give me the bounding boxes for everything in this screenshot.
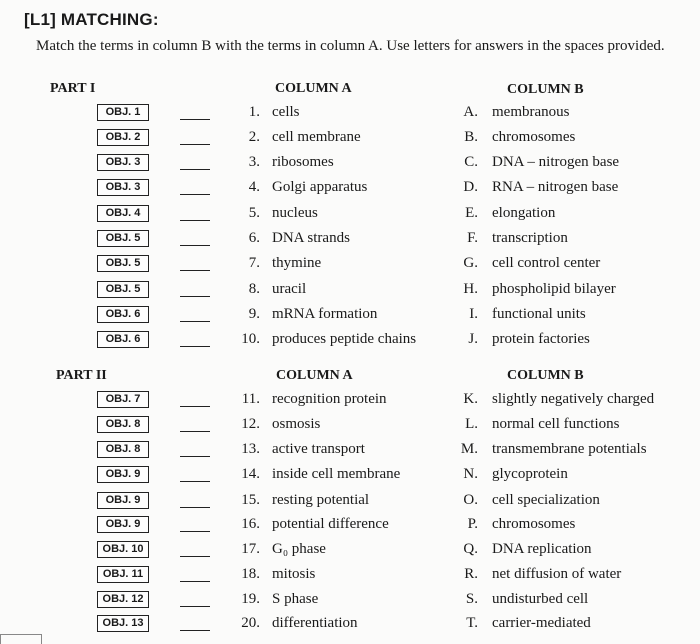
column-a-term: osmosis <box>272 416 321 432</box>
answer-letter: T. <box>466 615 478 631</box>
question-number: 10. <box>241 331 260 347</box>
column-a-term: recognition protein <box>272 391 387 407</box>
column-a-term: mitosis <box>272 566 316 582</box>
answer-blank-3[interactable] <box>180 169 210 170</box>
matching-row-4 <box>0 179 700 201</box>
matching-row-10 <box>0 331 700 353</box>
column-b-term: slightly negatively charged <box>492 391 655 407</box>
answer-blank-11[interactable] <box>180 406 210 407</box>
column-b-term: undisturbed cell <box>492 591 589 607</box>
question-number: 12. <box>241 416 260 432</box>
question-number: 20. <box>241 615 260 631</box>
question-number: 18. <box>241 566 260 582</box>
answer-blank-16[interactable] <box>180 531 210 532</box>
column-b-term: carrier-mediated <box>492 615 591 631</box>
answer-letter: H. <box>463 281 478 297</box>
objective-box: OBJ. 8 <box>97 441 149 458</box>
question-number: 5. <box>248 205 260 221</box>
column-b-term: DNA replication <box>492 541 592 557</box>
answer-blank-13[interactable] <box>180 456 210 457</box>
objective-box: OBJ. 10 <box>97 541 149 558</box>
column-b-term: phospholipid bilayer <box>492 281 616 297</box>
question-number: 8. <box>248 281 260 297</box>
column-b-term: elongation <box>492 205 556 221</box>
column-a-term: resting potential <box>272 492 370 508</box>
answer-blank-4[interactable] <box>180 194 210 195</box>
column-b-term: protein factories <box>492 331 590 347</box>
part-1-label: PART I <box>50 81 96 96</box>
question-number: 17. <box>241 541 260 557</box>
column-b-term: DNA – nitrogen base <box>492 154 620 170</box>
objective-box: OBJ. 13 <box>97 615 149 632</box>
matching-row-8 <box>0 281 700 303</box>
answer-letter: I. <box>469 306 478 322</box>
part-2-column-b-heading: COLUMN B <box>507 368 584 383</box>
objective-box: OBJ. 3 <box>97 179 149 196</box>
matching-row-7 <box>0 255 700 277</box>
answer-letter: S. <box>465 591 478 607</box>
answer-blank-2[interactable] <box>180 144 210 145</box>
answer-blank-5[interactable] <box>180 220 210 221</box>
matching-row-6 <box>0 230 700 252</box>
objective-box: OBJ. 3 <box>97 154 149 171</box>
answer-blank-12[interactable] <box>180 431 210 432</box>
answer-letter: D. <box>463 179 478 195</box>
objective-box: OBJ. 9 <box>97 492 149 509</box>
objective-box: OBJ. 5 <box>97 255 149 272</box>
column-b-term: transcription <box>492 230 568 246</box>
objective-box: OBJ. 11 <box>97 566 149 583</box>
column-a-term: S phase <box>272 591 319 607</box>
objective-box: OBJ. 5 <box>97 230 149 247</box>
answer-letter: L. <box>465 416 478 432</box>
answer-letter: F. <box>467 230 478 246</box>
answer-blank-20[interactable] <box>180 630 210 631</box>
matching-row-3 <box>0 154 700 176</box>
column-b-term: chromosomes <box>492 516 576 532</box>
column-b-term: cell control center <box>492 255 601 271</box>
answer-letter: A. <box>463 104 478 120</box>
part-1-column-b-heading: COLUMN B <box>507 82 584 97</box>
column-a-term: differentiation <box>272 615 358 631</box>
answer-letter: C. <box>464 154 478 170</box>
objective-box: OBJ. 6 <box>97 306 149 323</box>
question-number: 9. <box>248 306 260 322</box>
objective-box: OBJ. 12 <box>97 591 149 608</box>
objective-box: OBJ. 4 <box>97 205 149 222</box>
objective-box: OBJ. 1 <box>97 104 149 121</box>
column-a-term: active transport <box>272 441 365 457</box>
column-b-term: membranous <box>492 104 570 120</box>
column-a-term: thymine <box>272 255 322 271</box>
matching-row-13 <box>0 441 700 463</box>
answer-letter: E. <box>465 205 478 221</box>
answer-letter: P. <box>467 516 478 532</box>
objective-box: OBJ. 9 <box>97 466 149 483</box>
objective-box: OBJ. 7 <box>97 391 149 408</box>
question-number: 4. <box>248 179 260 195</box>
answer-blank-1[interactable] <box>180 119 210 120</box>
column-b-term: chromosomes <box>492 129 576 145</box>
answer-letter: R. <box>464 566 478 582</box>
matching-row-9 <box>0 306 700 328</box>
objective-box: OBJ. 9 <box>97 516 149 533</box>
question-number: 15. <box>241 492 260 508</box>
objective-box: OBJ. 5 <box>97 281 149 298</box>
corner-stamp-mark <box>0 634 42 644</box>
matching-row-19 <box>0 591 700 613</box>
question-number: 7. <box>248 255 260 271</box>
matching-row-15 <box>0 492 700 514</box>
column-a-term: inside cell membrane <box>272 466 401 482</box>
objective-box: OBJ. 8 <box>97 416 149 433</box>
answer-blank-17[interactable] <box>180 556 210 557</box>
question-number: 6. <box>248 230 260 246</box>
column-a-term: DNA strands <box>272 230 350 246</box>
question-number: 19. <box>241 591 260 607</box>
column-a-term: cell membrane <box>272 129 361 145</box>
column-b-term: functional units <box>492 306 586 322</box>
answer-letter: N. <box>463 466 478 482</box>
objective-box: OBJ. 2 <box>97 129 149 146</box>
matching-row-20 <box>0 615 700 637</box>
question-number: 14. <box>241 466 260 482</box>
matching-row-1 <box>0 104 700 126</box>
column-a-term: Golgi apparatus <box>272 179 368 195</box>
part-2-column-a-heading: COLUMN A <box>276 368 353 383</box>
question-number: 11. <box>241 391 260 407</box>
section-heading: [L1] MATCHING: <box>24 10 159 29</box>
answer-blank-19[interactable] <box>180 606 210 607</box>
column-a-term: produces peptide chains <box>272 331 417 347</box>
question-number: 16. <box>241 516 260 532</box>
matching-row-16 <box>0 516 700 538</box>
matching-row-17 <box>0 541 700 563</box>
part-1-column-a-heading: COLUMN A <box>275 81 352 96</box>
question-number: 2. <box>248 129 260 145</box>
column-a-term: potential difference <box>272 516 389 532</box>
objective-box: OBJ. 6 <box>97 331 149 348</box>
answer-letter: G. <box>463 255 478 271</box>
column-b-term: transmembrane potentials <box>492 441 647 457</box>
answer-blank-18[interactable] <box>180 581 210 582</box>
question-number: 3. <box>248 154 260 170</box>
column-b-term: RNA – nitrogen base <box>492 179 619 195</box>
matching-row-2 <box>0 129 700 151</box>
answer-blank-15[interactable] <box>180 507 210 508</box>
column-a-term: cells <box>272 104 300 120</box>
answer-blank-14[interactable] <box>180 481 210 482</box>
column-a-term: nucleus <box>272 205 318 221</box>
column-a-term: G₀ phase <box>272 541 326 557</box>
column-b-term: cell specialization <box>492 492 600 508</box>
answer-letter: B. <box>464 129 478 145</box>
answer-letter: Q. <box>463 541 478 557</box>
matching-row-18 <box>0 566 700 588</box>
column-a-term: ribosomes <box>272 154 334 170</box>
answer-blank-10[interactable] <box>180 346 210 347</box>
matching-row-5 <box>0 205 700 227</box>
part-2-label: PART II <box>56 368 107 383</box>
matching-row-12 <box>0 416 700 438</box>
matching-row-14 <box>0 466 700 488</box>
column-a-term: uracil <box>272 281 307 297</box>
answer-letter: M. <box>460 441 478 457</box>
answer-letter: K. <box>463 391 478 407</box>
answer-letter: O. <box>463 492 478 508</box>
column-a-term: mRNA formation <box>272 306 378 322</box>
column-b-term: net diffusion of water <box>492 566 622 582</box>
question-number: 1. <box>248 104 260 120</box>
answer-blank-6[interactable] <box>180 245 210 246</box>
instructions: Match the terms in column B with the terms in column A. Use letters for answers in the spaces provided. <box>36 38 665 54</box>
answer-blank-8[interactable] <box>180 296 210 297</box>
answer-letter: J. <box>468 331 478 347</box>
matching-row-11 <box>0 391 700 413</box>
question-number: 13. <box>241 441 260 457</box>
column-b-term: glycoprotein <box>492 466 568 482</box>
answer-blank-7[interactable] <box>180 270 210 271</box>
answer-blank-9[interactable] <box>180 321 210 322</box>
column-b-term: normal cell functions <box>492 416 620 432</box>
